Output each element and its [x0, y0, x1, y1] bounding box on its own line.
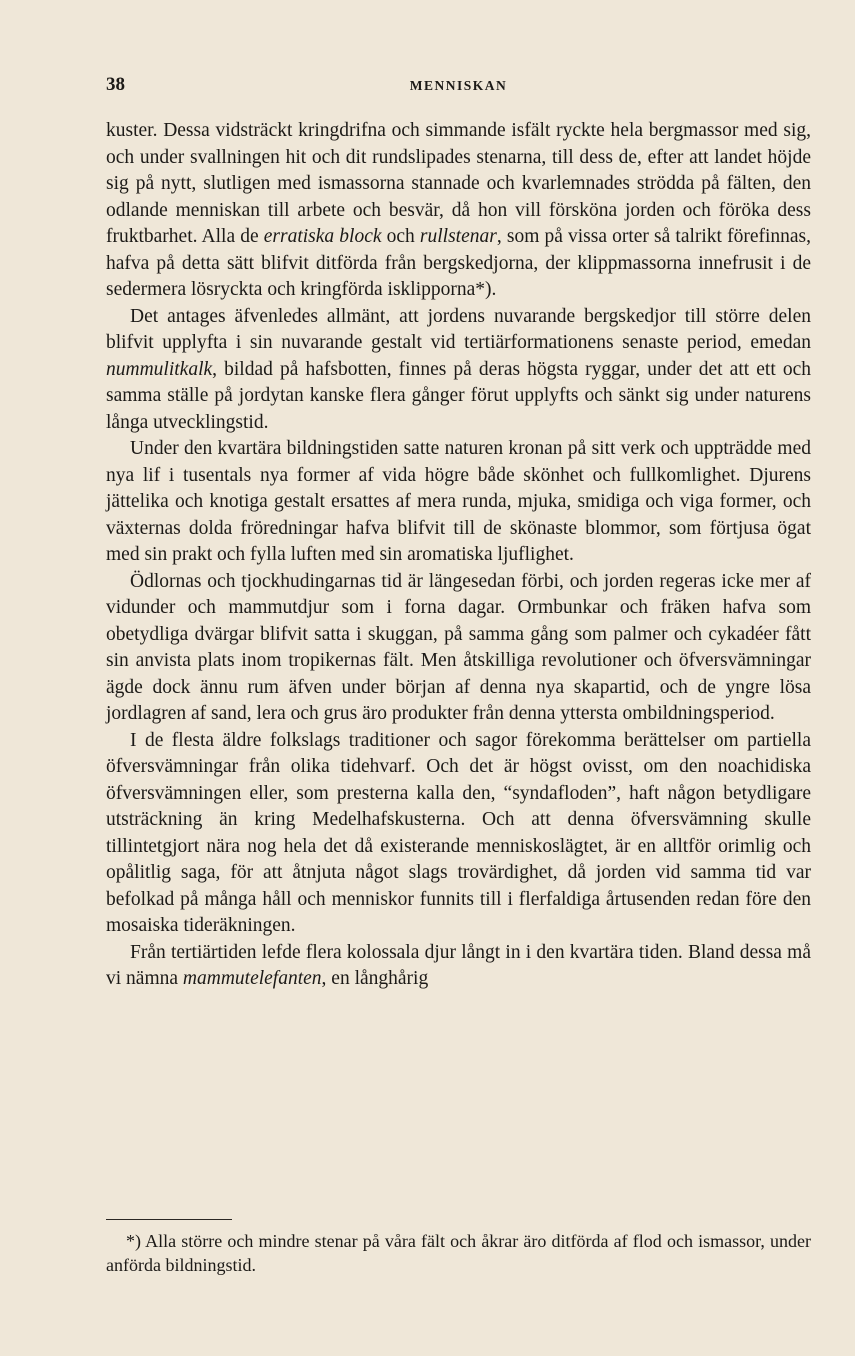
paragraph-text: , en långhårig	[321, 968, 429, 989]
paragraph-6	[106, 940, 811, 993]
page-number: 38	[106, 74, 125, 95]
paragraph-text: Från tertiärtiden lefde flera kolossala djur långt in i den kvartära tiden. Bland dessa må vi nämna	[106, 941, 811, 989]
paragraph-2	[106, 304, 811, 437]
italic-term-mammutelefanten: mammutelefanten	[182, 968, 322, 989]
paragraph-text: I de flesta äldre folkslags traditioner och sagor förekomma berättelser om partiella öfversvämningar från olika tidehvarf. Och det är högst ovisst, om den noachidiska öfversvämningen eller, som presterna kalla den, “syndafloden”, haft någon betydligare utsträckning än kring Medelhafskusterna. Och att denna öfversvämning skulle tillintetgjort nära nog hela det då existerande menniskoslägtet, är en alltför orimlig och opålitlig saga, för att åtnjuta något slags trovärdighet, då jorden vid samma tid var befolkad på många håll och menniskor funnits till i flerfaldiga årtusenden redan före den mosaiska tideräkningen.	[106, 729, 811, 936]
body-text	[106, 118, 811, 993]
footnote: *) Alla större och mindre stenar på våra fält och åkrar äro ditförda af flod och ismassor, under anförda bildningstid.	[106, 1231, 811, 1275]
paragraph-text: kuster. Dessa vidsträckt kringdrifna och simmande isfält ryckte hela bergmassor med sig, och under svallningen hit och dit rundslipades stenarna, till dess de, efter att landet höjde sig på nytt, slutligen med ismassorna stannade och kvarlemnades strödda på fälten, den odlande menniskan till arbete och besvär, då hon vill försköna jorden och föröka dess fruktbarhet. Alla de	[106, 120, 811, 247]
paragraph-3	[106, 436, 811, 569]
running-head: MENNISKAN	[409, 78, 508, 93]
paragraph-text: Under den kvartära bildningstiden satte naturen kronan på sitt verk och uppträdde med nya lif i tusentals nya former af vida högre både skönhet och fullkomlighet. Djurens jättelika och knotiga gestalt ersattes af mera runda, mjuka, smidiga och viga former, och växternas dolda fröredningar hafva blifvit till de skönaste blommor, som förtjusa ögat med sin prakt och fylla luften med sin aromatiska ljuflighet.	[106, 438, 811, 565]
paragraph-4	[106, 569, 811, 728]
footnote-rule	[106, 1219, 232, 1220]
page-header	[106, 74, 811, 100]
italic-term-nummulitkalk: nummulitkalk	[106, 358, 213, 380]
italic-term-rullstenar: rullstenar	[419, 226, 497, 247]
paragraph-text: , som på vissa orter så talrikt förefinnas, hafva på detta sätt blifvit ditförda från bergskedjorna, der klippmassorna innefrusit i de sedermera lösryckta och kringförda isklipporna*).	[106, 226, 812, 300]
paragraph-text: och	[381, 226, 420, 247]
paragraph-text: Det antages äfvenledes allmänt, att jordens nuvarande bergskedjor till större delen blifvit upplyfta i sin nuvarande gestalt vid tertiärformationens senaste period, emedan	[106, 305, 811, 353]
paragraph-5	[106, 728, 811, 940]
paragraph-1	[106, 118, 811, 304]
italic-term-erratiska-block: erratiska block	[263, 226, 382, 247]
paragraph-text: Ödlornas och tjockhudingarnas tid är längesedan förbi, och jorden regeras icke mer af vidunder och mammutdjur som i forna dagar. Ormbunkar och fräken hafva som obetydliga dvärgar blifvit satta i skuggan, på samma gång som palmer och cykadéer fått sin anvista plats inom tropikernas fält. Men åtskilliga revolutioner och öfversvämningar ägde dock ännu rum äfven under början af denna nya skapartid, och de yngre lösa jordlagren af sand, lera och grus äro produkter från denna yttersta ombildningsperiod.	[106, 570, 811, 724]
paragraph-text: , bildad på hafsbotten, finnes på deras högsta ryggar, under det att ett och samma ställe på jordytan kanske flera gånger förut upplyfts och sänkt sig under naturens långa utvecklingstid.	[106, 358, 811, 433]
